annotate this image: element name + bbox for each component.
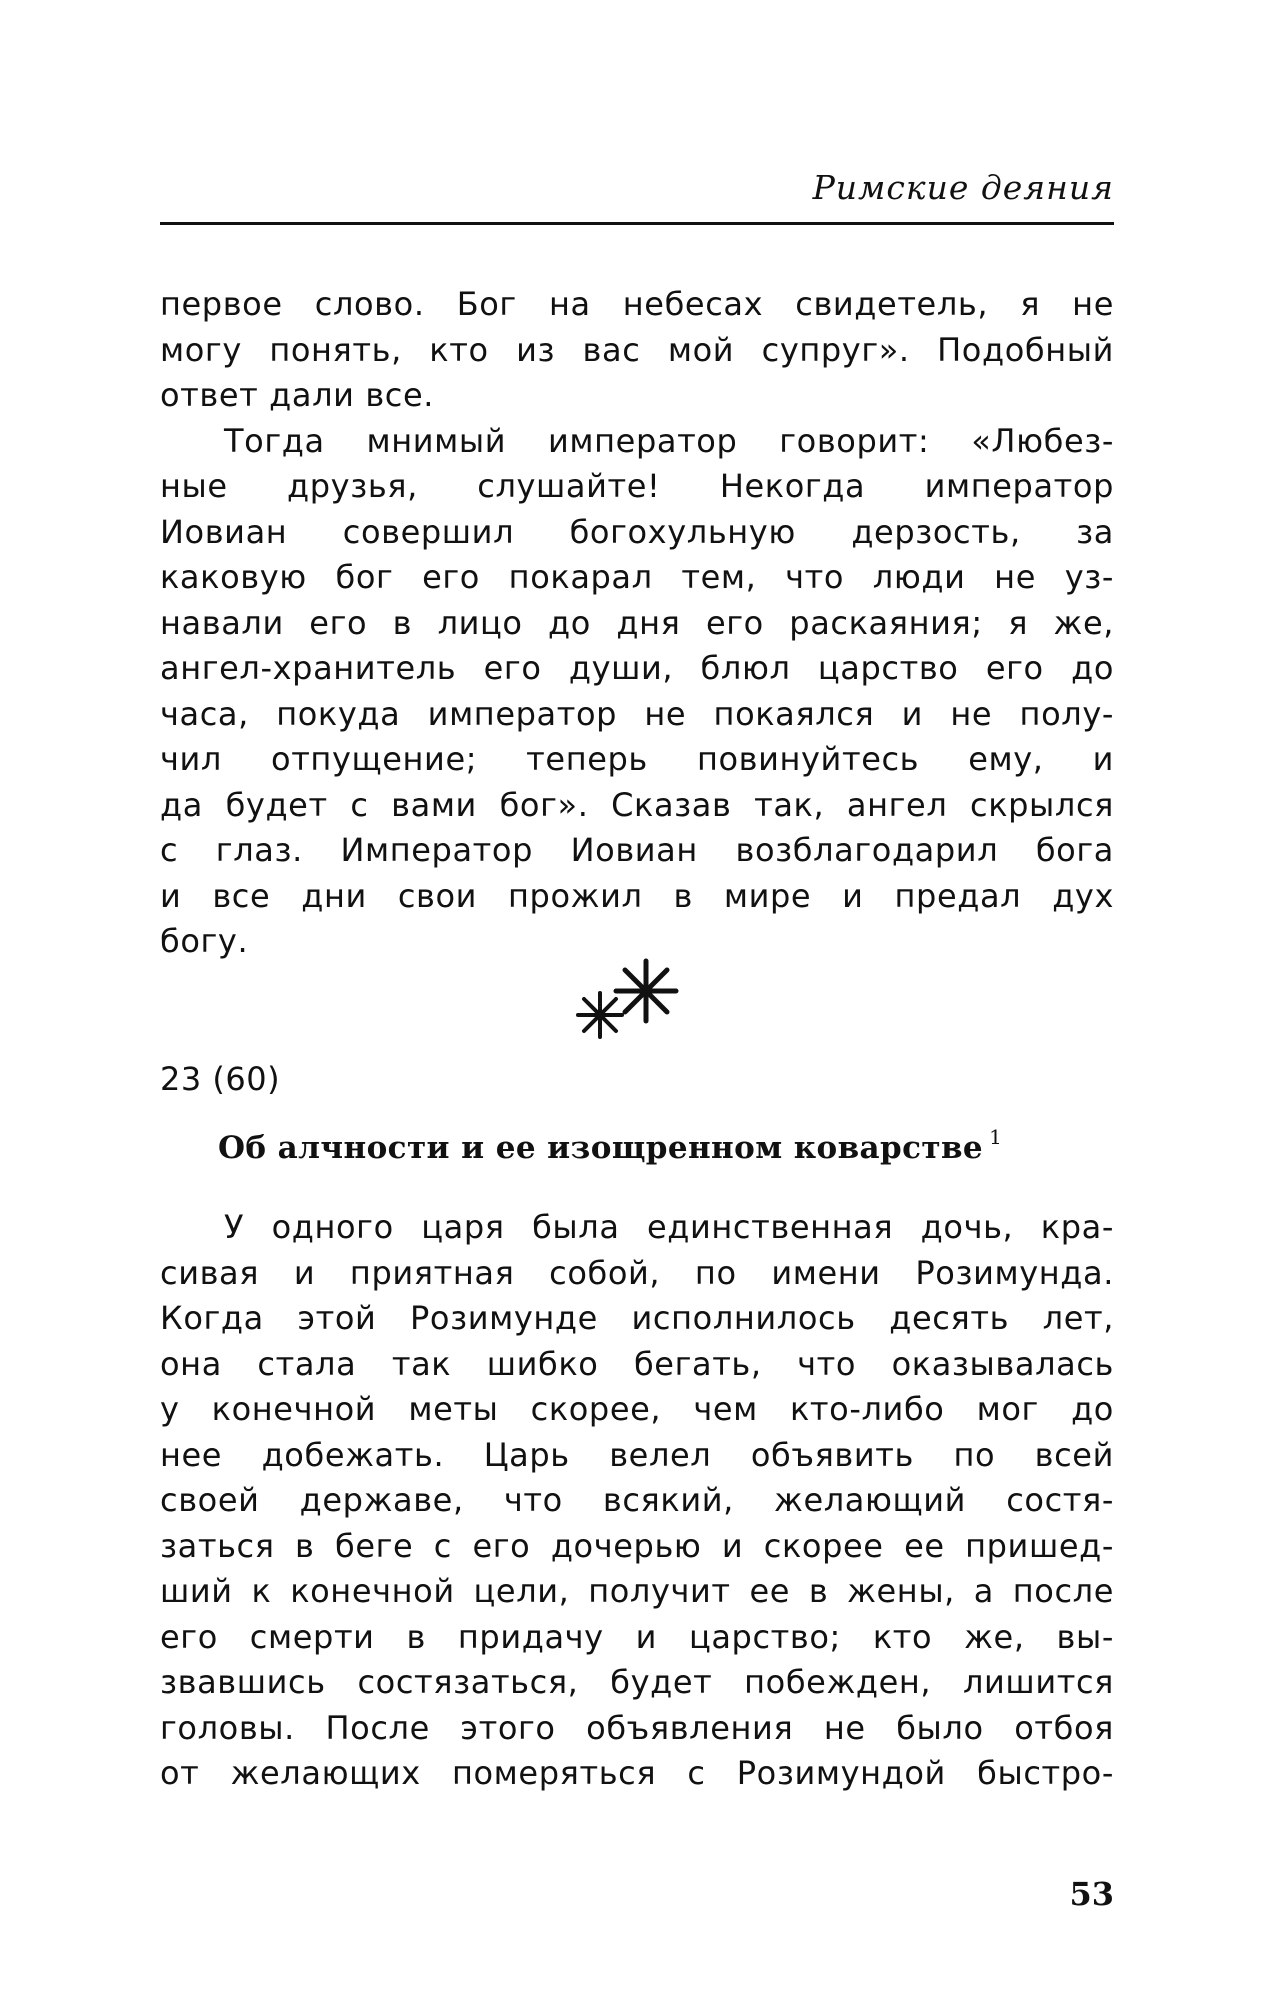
paragraph2-line: богу.	[160, 922, 249, 960]
story-number: 23 (60)	[160, 1060, 281, 1098]
story-line: ший к конечной цели, получит ее в жены, а после	[160, 1572, 1114, 1610]
paragraph2-line: Тогда мнимый император говорит: «Любез-	[224, 421, 1114, 460]
story-title-text: Об алчности и ее изощренном коварстве	[218, 1130, 984, 1166]
story-line: от желающих померяться с Розимундой быстро-	[160, 1754, 1114, 1792]
story-line: у конечной меты скорее, чем кто-либо мог до	[160, 1390, 1114, 1428]
footnote-mark: 1	[989, 1125, 1003, 1149]
story-title	[218, 1125, 1002, 1166]
header-rule	[160, 222, 1114, 225]
paragraph2-line: и все дни свои прожил в мире и предал дух	[160, 876, 1114, 915]
paragraph2-line: ные друзья, слушайте! Некогда император	[160, 467, 1114, 505]
two-stars-ornament-icon	[560, 955, 700, 1055]
story-line: заться в беге с его дочерью и скорее ее пришед-	[160, 1526, 1114, 1565]
story-line: его смерти в придачу и царство; кто же, вы-	[160, 1617, 1114, 1656]
story-line: она стала так шибко бегать, что оказывалась	[160, 1344, 1114, 1383]
page-number: 53	[1069, 1875, 1114, 1913]
paragraph2-line: навали его в лицо до дня его раскаяния; я же,	[160, 603, 1114, 642]
paragraph2-line: чил отпущение; теперь повинуйтесь ему, и	[160, 740, 1114, 778]
story-line: сивая и приятная собой, по имени Розимунда.	[160, 1253, 1114, 1292]
story-line: звавшись состязаться, будет побежден, лишится	[160, 1663, 1114, 1701]
paragraph2-line: с глаз. Император Иовиан возблагодарил бога	[160, 831, 1114, 869]
paragraph1-line: могу понять, кто из вас мой супруг». Подобный	[160, 330, 1114, 369]
story-line: Когда этой Розимунде исполнилось десять лет,	[160, 1299, 1114, 1337]
paragraph2-line: часа, покуда император не покаялся и не полу-	[160, 694, 1114, 733]
paragraph2-line: ангел-хранитель его души, блюл царство его до	[160, 649, 1114, 687]
paragraph1-line: первое слово. Бог на небесах свидетель, я не	[160, 285, 1114, 323]
text-column-story	[160, 1205, 1114, 1797]
story-line: нее добежать. Царь велел объявить по всей	[160, 1435, 1114, 1474]
paragraph2-line: каковую бог его покарал тем, что люди не уз-	[160, 558, 1114, 596]
paragraph2-line: да будет с вами бог». Сказав так, ангел скрылся	[160, 785, 1114, 824]
text-column-top	[160, 282, 1114, 965]
story-line: своей державе, что всякий, желающий состя-	[160, 1481, 1114, 1519]
story-line: головы. После этого объявления не было отбоя	[160, 1708, 1114, 1747]
running-head-title: Римские деяния	[812, 168, 1114, 207]
story-line: У одного царя была единственная дочь, кра-	[224, 1208, 1114, 1246]
paragraph1-line: ответ дали все.	[160, 376, 435, 414]
paragraph2-line: Иовиан совершил богохульную дерзость, за	[160, 512, 1114, 551]
